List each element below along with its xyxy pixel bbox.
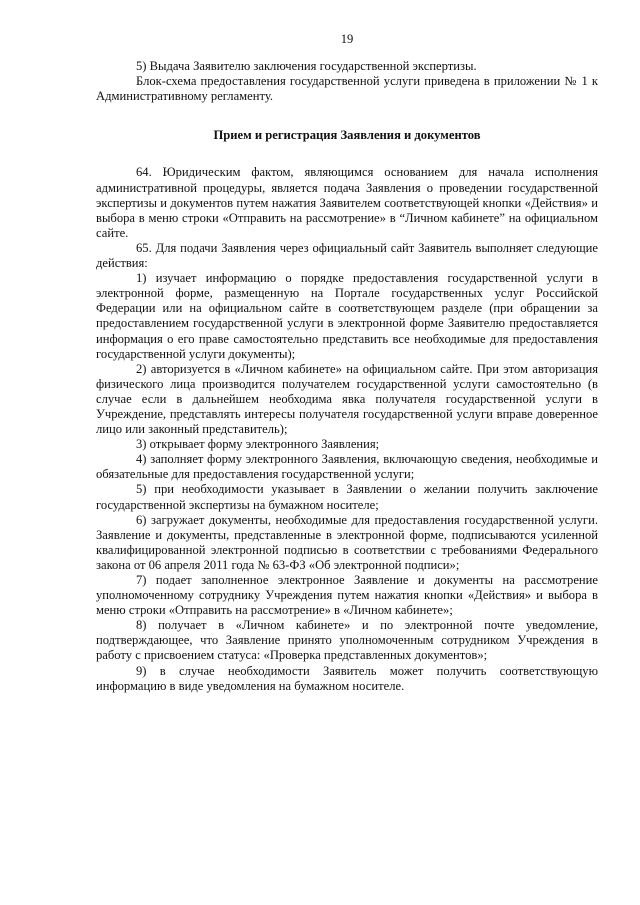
paragraph-65: 65. Для подачи Заявления через официальный сайт Заявитель выполняет следующие действия: xyxy=(96,240,598,271)
paragraph-block-scheme: Блок-схема предоставления государственной услуги приведена в приложении № 1 к Административному регламенту. xyxy=(96,74,598,104)
list-item-2: 2) авторизуется в «Личном кабинете» на официальном сайте. При этом авторизация физического лица производится получателем государственной услуги самостоятельно (в случае если в дальнейшем необходима явка получателя государственной услуги в Учреждение, представлять интересы получателя государственной услуги вправе доверенное лицо или законный представитель); xyxy=(96,361,598,437)
list-item-9: 9) в случае необходимости Заявитель может получить соответствующую информацию в виде уведомления на бумажном носителе. xyxy=(96,663,598,693)
page-number: 19 xyxy=(340,32,354,46)
list-item-8: 8) получает в «Личном кабинете» и по электронной почте уведомление, подтверждающее, что Заявление принято уполномоченным сотрудником Учреждения в работу с присвоением статуса: «Проверка представленных документов»; xyxy=(96,618,598,663)
list-item-1: 1) изучает информацию о порядке предоставления государственной услуги в электронной форме, размещенную на Портале государственных услуг Российской Федерации или на официальном сайте в соответствующем разделе (при обращении за предоставлением государственной услуги в электронной форме Заявителю предоставляется информация о его праве самостоятельно представить все необходимые для предоставления государственной услуги документы); xyxy=(96,271,598,361)
document-page xyxy=(96,32,598,694)
paragraph-64: 64. Юридическим фактом, являющимся основанием для начала исполнения административной процедуры, является подача Заявления о проведении государственной экспертизы и документов путем нажатия Заявителем соответствующей кнопки «Действия» и выбора в меню строки «Отправить на рассмотрение» в “Личном кабинете” на официальном сайте. xyxy=(96,165,598,240)
list-item-7: 7) подает заполненное электронное Заявление и документы на рассмотрение уполномоченному сотруднику Учреждения путем нажатия кнопки «Действия» и выбора в меню строки «Отправить на рассмотрение» в «Личном кабинете»; xyxy=(96,573,598,618)
list-item-4: 4) заполняет форму электронного Заявления, включающую сведения, необходимые и обязательные для предоставления государственной услуги; xyxy=(96,452,598,482)
list-item-6: 6) загружает документы, необходимые для предоставления государственной услуги. Заявление и документы, представленные в электронной форме, подписываются усиленной квалифицированной электронной подписью в соответствии с требованиями Федерального закона от 06 апреля 2011 года № 63-ФЗ «Об электронной подписи»; xyxy=(96,512,598,572)
list-item-5: 5) при необходимости указывает в Заявлении о желании получить заключение государственной экспертизы на бумажном носителе; xyxy=(96,482,598,512)
list-item-3: 3) открывает форму электронного Заявления; xyxy=(136,437,380,452)
section-title: Прием и регистрация Заявления и документов xyxy=(213,128,481,143)
paragraph-step-5: 5) Выдача Заявителю заключения государственной экспертизы. xyxy=(136,59,477,74)
